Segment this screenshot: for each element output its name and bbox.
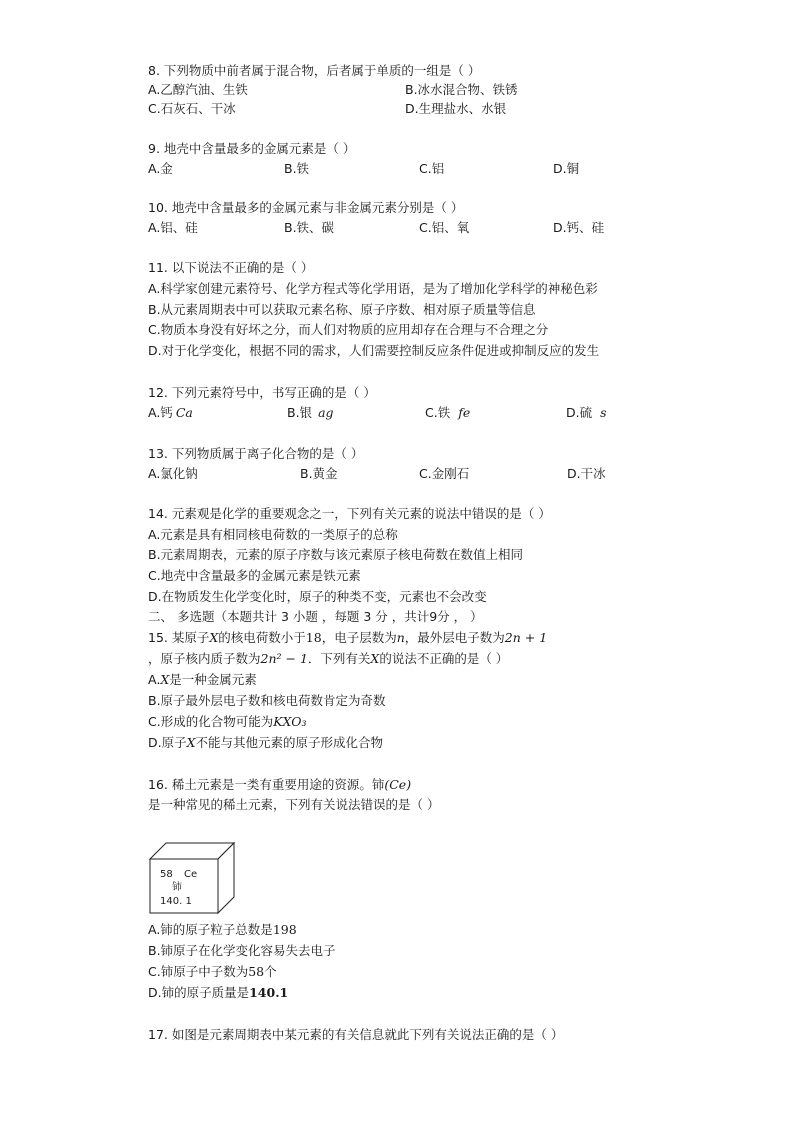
q15-d-prefix: D.原子 [148,735,187,750]
q11-option-d: D.对于化学变化，根据不同的需求，人们需要控制反应条件促进或抑制反应的发生 [148,343,600,358]
q12-d-prefix: D.硫 [566,405,593,420]
q16-c-number: 58 [248,964,265,979]
q16-d-prefix: D.铈的原子质量是 [148,985,250,1000]
q10-option-d: D.钙、硅 [553,220,605,235]
q12-a-prefix: A.钙 [148,405,173,420]
q8-option-c: C.石灰石、干冰 [148,101,236,116]
element-symbol: Ce [184,869,198,880]
q8-option-a: A.乙醇汽油、生铁 [148,82,248,97]
q9-option-d: D.铜 [553,161,580,176]
q12-option-b [287,405,334,421]
q14-option-c: C.地壳中含量最多的金属元素是铁元素 [148,568,361,583]
q16-text-1: 16. 稀土元素是一类有重要用途的资源。铈 [148,777,385,792]
q14-option-b: B.元素周期表，元素的原子序数与该元素原子核电荷数在数值上相同 [148,547,524,562]
q10-stem: 10. 地壳中含量最多的金属元素与非金属元素分别是（ ） [148,200,464,215]
q15-a-prefix: A. [148,672,161,687]
q13-option-d: D.干冰 [567,466,606,481]
q15-a-rest: 是一种金属元素 [169,672,257,687]
q16-a-prefix: A.铈的原子粒子总数是 [148,922,273,937]
q15-line2-text-3: 的说法不正确的是（ ） [379,651,509,666]
q15-stem-line2 [148,651,508,667]
q12-b-prefix: B.银 [287,405,313,420]
q15-expr-2n2-minus-1: 2n² − 1 [260,651,308,666]
q12-option-c [425,405,470,421]
q12-c-prefix: C.铁 [425,405,451,420]
q13-option-b: B.黄金 [300,466,338,481]
q12-d-symbol: s [600,405,607,420]
q8-option-d: D.生理盐水、水银 [405,101,507,116]
q13-option-a: A.氯化钠 [148,466,198,481]
q16-option-b: B.铈原子在化学变化容易失去电子 [148,943,336,958]
q8-option-b: B.冰水混合物、铁锈 [405,82,518,97]
q9-stem: 9. 地壳中含量最多的金属元素是（ ） [148,141,356,156]
q13-stem: 13. 下列物质属于离子化合物的是（ ） [148,446,364,461]
q12-stem: 12. 下列元素符号中，书写正确的是（ ） [148,385,376,400]
q9-option-b: B.铁 [284,161,310,176]
q12-c-symbol: fe [458,405,471,420]
q12-b-symbol: ag [318,405,334,420]
q11-option-b: B.从元素周期表中可以获取元素名称、原子序数、相对原子质量等信息 [148,302,536,317]
q15-num-18: 18 [305,630,322,645]
q16-stem-line2: 是一种常见的稀土元素，下列有关说法错误的是（ ） [148,797,440,812]
q15-line2-text-2: ．下列有关 [307,651,371,666]
q15-text-4: ，最外层电子数为 [404,630,505,645]
q9-option-c: C.铝 [419,161,445,176]
q16-stem-line1 [148,777,411,793]
q14-stem: 14. 元素观是化学的重要观念之一，下列有关元素的说法中错误的是（ ） [148,506,551,521]
q15-expr-2n-plus-1: 2n + 1 [504,630,548,645]
q16-option-a [148,922,297,938]
q15-option-b: B.原子最外层电子数和核电荷数肯定为奇数 [148,693,386,708]
element-atomic-number: 58 [160,869,173,880]
q10-option-c: C.铝、氧 [419,220,470,235]
q12-a-symbol: Ca [175,405,193,420]
element-atomic-mass: 140. 1 [160,896,192,907]
q15-c-prefix: C.形成的化合物可能为 [148,714,274,729]
q15-a-var-x: X [160,672,170,687]
q15-option-c [148,714,306,730]
q16-symbol-ce: (Ce) [384,777,412,792]
element-tile-cerium [148,841,236,915]
q15-option-a [148,672,257,688]
q14-option-d: D.在物质发生化学变化时，原子的种类不变，元素也不会改变 [148,589,487,604]
q14-option-a: A.元素是具有相同核电荷数的一类原子的总称 [148,527,398,542]
q15-var-n: n [396,630,405,645]
q17-stem: 17. 如图是元素周期表中某元素的有关信息就此下列有关说法正确的是（ ） [148,1027,564,1042]
q16-option-c [148,964,277,980]
q11-option-a: A.科学家创建元素符号、化学方程式等化学用语，是为了增加化学科学的神秘色彩 [148,281,598,296]
q16-a-number: 198 [272,922,297,937]
q15-text-2: 的核电荷数小于 [218,630,306,645]
q10-option-b: B.铁、碳 [284,220,335,235]
q11-stem: 11. 以下说法不正确的是（ ） [148,260,314,275]
q15-d-var-x: X [186,735,196,750]
q15-text-1: 15. 某原子 [148,630,210,645]
q13-option-c: C.金刚石 [419,466,470,481]
q15-stem-line1 [148,630,547,646]
q16-c-prefix: C.铈原子中子数为 [148,964,249,979]
q8-stem: 8. 下列物质中前者属于混合物，后者属于单质的一组是（ ） [148,63,481,78]
q15-var-x: X [209,630,219,645]
q16-d-number: 140.1 [249,985,289,1000]
q15-line2-var-x: X [370,651,380,666]
q10-option-a: A.铝、硅 [148,220,198,235]
q16-c-suffix: 个 [264,964,277,979]
q16-option-d [148,985,288,1001]
q11-option-c: C.物质本身没有好坏之分，而人们对物质的应用却存在合理与不合理之分 [148,322,549,337]
q12-option-a [148,405,193,421]
q15-c-formula: KXO₃ [273,714,307,729]
q15-text-3: ，电子层数为 [321,630,397,645]
section-heading-multiple-choice: 二、 多选题（本题共计 3 小题 ，每题 3 分 ，共计9分 ， ） [148,609,483,624]
q15-option-d [148,735,383,751]
q15-d-rest: 不能与其他元素的原子形成化合物 [195,735,384,750]
q9-option-a: A.金 [148,161,173,176]
element-name: 铈 [172,882,182,893]
q12-option-d [566,405,607,421]
q15-line2-text-1: ，原子核内质子数为 [148,651,261,666]
